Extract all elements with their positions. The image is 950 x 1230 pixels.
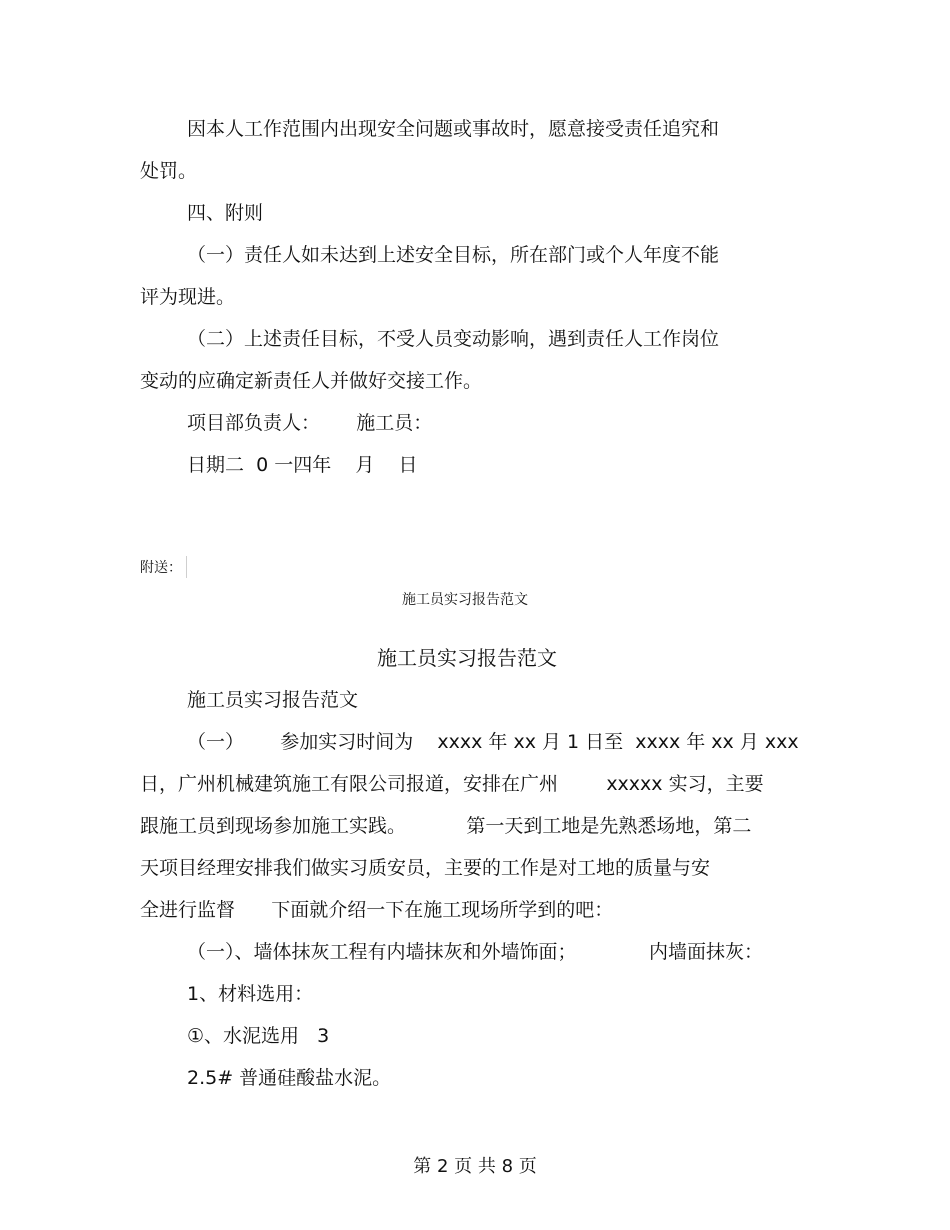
paragraph-line: 评为现进。 xyxy=(140,286,236,308)
report-line: （一） 参加实习时间为 xxxx 年 xx 月 1 日至 xxxx 年 xx 月 xxx xyxy=(187,731,799,753)
report-line: ①、水泥选用 3 xyxy=(187,1025,330,1047)
paragraph-line: 处罚。 xyxy=(140,160,198,182)
report-line: 跟施工员到现场参加施工实践。 第一天到工地是先熟悉场地，第二 xyxy=(140,815,752,837)
report-subtitle: 施工员实习报告范文 xyxy=(187,689,359,711)
attachment-small-title: 施工员实习报告范文 xyxy=(402,592,528,608)
paragraph-line: 变动的应确定新责任人并做好交接工作。 xyxy=(140,370,483,392)
paragraph-line: （一）责任人如未达到上述安全目标，所在部门或个人年度不能 xyxy=(187,244,720,266)
date-line: 日期二 0 一四年 月 日 xyxy=(187,454,418,476)
report-line: 2.5# 普通硅酸盐水泥。 xyxy=(187,1067,392,1089)
paragraph-line: 因本人工作范围内出现安全问题或事故时，愿意接受责任追究和 xyxy=(187,118,720,140)
report-line: 1、材料选用： xyxy=(187,983,314,1005)
report-title: 施工员实习报告范文 xyxy=(377,646,557,670)
report-line: （一）、墙体抹灰工程有内墙抹灰和外墙饰面； 内墙面抹灰： xyxy=(187,941,763,963)
attachment-label: 附送： xyxy=(140,560,182,576)
report-line: 天项目经理安排我们做实习质安员，主要的工作是对工地的质量与安 xyxy=(140,857,711,879)
attachment-divider xyxy=(186,556,187,578)
page-number: 第 2 页 共 8 页 xyxy=(413,1156,537,1177)
signature-line: 项目部负责人： 施工员： xyxy=(187,412,433,434)
report-line: 日，广州机械建筑施工有限公司报道，安排在广州 xxxxx 实习，主要 xyxy=(140,773,764,795)
section-heading: 四、附则 xyxy=(187,202,264,224)
paragraph-line: （二）上述责任目标，不受人员变动影响，遇到责任人工作岗位 xyxy=(187,328,720,350)
report-line: 全进行监督 下面就介绍一下在施工现场所学到的吧： xyxy=(140,899,614,921)
